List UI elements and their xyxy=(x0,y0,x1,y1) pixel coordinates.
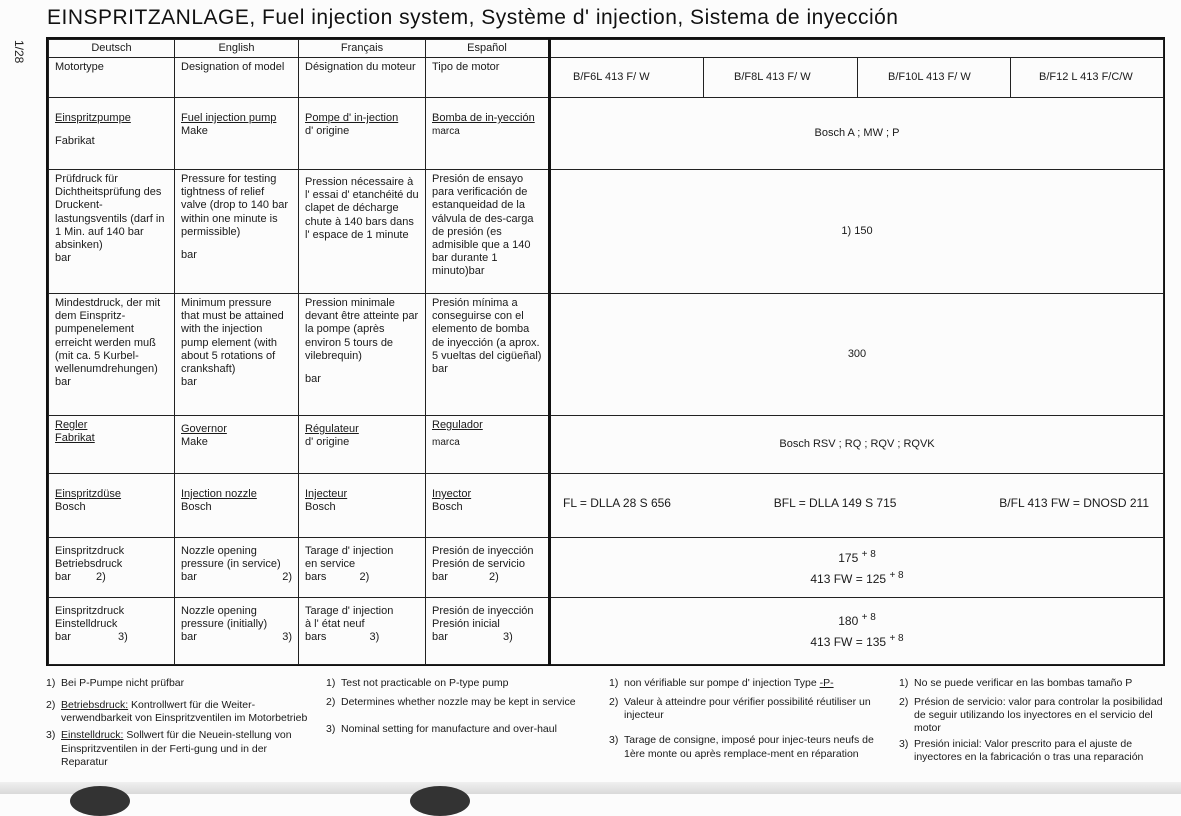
setting-pressure-value: 180 $^{+ 8}$ 413 FW = 135 $^{+ 8}$ xyxy=(550,598,1164,665)
governor-row xyxy=(49,416,1164,474)
test-pressure-en: Pressure for testing tightness of relief valve (drop to 140 bar within one minute is permissible) bar xyxy=(175,170,299,294)
footnote-en-2: 2) Determines whether nozzle may be kept in service xyxy=(326,696,576,709)
governor-es: Regulador marca xyxy=(426,416,550,474)
footnote-de-1: 1) Bei P-Pumpe nicht prüfbar xyxy=(46,677,185,689)
engine-type-3: B/F10L 413 F/ W xyxy=(858,58,1011,98)
test-pressure-fr: Pression nécessaire à l' essai d' etanchéité du clapet de décharge chute à 140 bars dans l' espace de 1 minute xyxy=(299,170,426,294)
test-pressure-de: Prüfdruck für Dichtheitsprüfung des Druckent-lastungsventils (darf in 1 Min. auf 140 bar absinken) bar xyxy=(49,170,175,294)
footnotes-es xyxy=(899,677,1171,768)
motortype-row xyxy=(49,58,1164,98)
footnote-de-3: 3) Einstelldruck: Sollwert für die Neuein-stellung von Einspritzventilen in der Ferti-gung und in der Reparatur xyxy=(46,729,292,768)
footnote-de-2: 2) Betriebsdruck: Kontrollwert für die Weiter-verwendbarkeit von Einspritzventilen im Motorbetrieb xyxy=(46,699,308,725)
nozzle-value-fw: B/FL 413 FW = DNOSD 211 xyxy=(999,496,1149,510)
footnote-fr-3: 3) Tarage de consigne, imposé pour injec-teurs neufs de 1ère monte ou après remplace-ment en réparation xyxy=(609,734,874,760)
service-pressure-value: 175 $^{+ 8}$ 413 FW = 125 $^{+ 8}$ xyxy=(550,538,1164,598)
footnote-fr-1: 1) non vérifiable sur pompe d' injection Type -P- xyxy=(609,677,834,689)
footnote-en-1: 1) Test not practicable on P-type pump xyxy=(326,677,509,689)
footnote-es-2: 2) Présion de servicio: valor para controlar la posibilidad de seguir utilizando los inyectores en el servicio del motor xyxy=(899,696,1163,735)
pump-de: Einspritzpumpe Fabrikat xyxy=(49,98,175,170)
nozzle-fr: Injecteur Bosch xyxy=(299,474,426,538)
spec-table xyxy=(46,37,1165,666)
engine-type-1: B/F6L 413 F/ W xyxy=(550,58,704,98)
setting-pressure-en: Nozzle opening pressure (initially) bar 3) xyxy=(175,598,299,665)
service-pressure-fr: Tarage d' injection en service bars 2) xyxy=(299,538,426,598)
nozzle-en: Injection nozzle Bosch xyxy=(175,474,299,538)
service-pressure-row xyxy=(49,538,1164,598)
service-pressure-en: Nozzle opening pressure (in service) bar 2) xyxy=(175,538,299,598)
pump-es: Bomba de in-yección marca xyxy=(426,98,550,170)
test-pressure-es: Presión de ensayo para verificación de estanqueidad de la válvula de des-carga de presión (es admisible que a 140 bar durante 1 minuto)bar xyxy=(426,170,550,294)
nozzle-de: Einspritzdüse Bosch xyxy=(49,474,175,538)
service-pressure-de: Einspritzdruck Betriebsdruck bar 2) xyxy=(49,538,175,598)
setting-pressure-de: Einspritzdruck Einstelldruck bar 3) xyxy=(49,598,175,665)
nozzle-value-fl: FL = DLLA 28 S 656 xyxy=(563,496,671,510)
language-header-row xyxy=(49,40,1164,58)
engine-type-4: B/F12 L 413 F/C/W xyxy=(1011,58,1164,98)
lang-fr: Français xyxy=(299,40,426,58)
min-pressure-en: Minimum pressure that must be attained with the injection pump element (with about 5 rotations of crankshaft) bar xyxy=(175,294,299,416)
governor-de: Regler Fabrikat xyxy=(49,416,175,474)
footnote-fr-2: 2) Valeur à atteindre pour vérifier possibilité réutiliser un injecteur xyxy=(609,696,871,722)
governor-en: Governor Make xyxy=(175,416,299,474)
governor-value: Bosch RSV ; RQ ; RQV ; RQVK xyxy=(550,416,1164,474)
pump-fr: Pompe d' in-jection d' origine xyxy=(299,98,426,170)
setting-pressure-es: Presión de inyección Presión inicial bar 3) xyxy=(426,598,550,665)
footnote-es-3: 3) Presión inicial: Valor prescrito para el ajuste de inyectores en la fabricación o tras una reparación xyxy=(899,737,1144,763)
scan-bottom-edge xyxy=(0,782,1181,794)
engine-type-2: B/F8L 413 F/ W xyxy=(704,58,858,98)
setting-pressure-fr: Tarage d' injection à l' état neuf bars 3) xyxy=(299,598,426,665)
binding-hole-left xyxy=(70,786,130,816)
pump-value: Bosch A ; MW ; P xyxy=(550,98,1164,170)
footnotes-de xyxy=(46,677,308,773)
min-pressure-fr: Pression minimale devant être atteinte par la pompe (après environ 5 tours de vilebrequin) bar xyxy=(299,294,426,416)
footnote-es-1: 1) No se puede verificar en las bombas tamaño P xyxy=(899,677,1133,689)
lang-de: Deutsch xyxy=(49,40,175,58)
lang-es: Español xyxy=(426,40,550,58)
lang-en: English xyxy=(175,40,299,58)
pump-en: Fuel injection pump Make xyxy=(175,98,299,170)
min-pressure-de: Mindestdruck, der mit dem Einspritz-pumpenelement erreicht werden muß (mit ca. 5 Kurbel-wellenumdrehungen) bar xyxy=(49,294,175,416)
governor-fr: Régulateur d' origine xyxy=(299,416,426,474)
nozzle-row xyxy=(49,474,1164,538)
min-pressure-es: Presión mínima a conseguirse con el elemento de bomba de inyección (a aprox. 5 vueltas del cigüeñal) bar xyxy=(426,294,550,416)
motortype-fr: Désignation du moteur xyxy=(299,58,426,98)
motortype-de: Motortype xyxy=(49,58,175,98)
motortype-es: Tipo de motor xyxy=(426,58,550,98)
setting-pressure-row xyxy=(49,598,1164,665)
spec-grid xyxy=(48,39,1164,665)
page-number: 1/28 xyxy=(12,40,26,64)
min-pressure-value: 300 xyxy=(550,294,1164,416)
page-title: EINSPRITZANLAGE, Fuel injection system, Système d' injection, Sistema de inyección xyxy=(47,6,899,29)
header-blank xyxy=(550,40,1164,58)
nozzle-es: Inyector Bosch xyxy=(426,474,550,538)
binding-hole-right xyxy=(410,786,470,816)
pump-row xyxy=(49,98,1164,170)
min-pressure-row xyxy=(49,294,1164,416)
test-pressure-row xyxy=(49,170,1164,294)
service-pressure-es: Presión de inyección Presión de servicio bar 2) xyxy=(426,538,550,598)
nozzle-values-line xyxy=(551,496,1163,510)
footnotes-fr xyxy=(609,677,881,765)
footnotes-en xyxy=(326,677,594,740)
nozzle-value-bfl: BFL = DLLA 149 S 715 xyxy=(773,496,897,510)
test-pressure-value: 1) 150 xyxy=(550,170,1164,294)
motortype-en: Designation of model xyxy=(175,58,299,98)
nozzle-values xyxy=(550,474,1164,538)
footnote-en-3: 3) Nominal setting for manufacture and over-haul xyxy=(326,723,557,736)
